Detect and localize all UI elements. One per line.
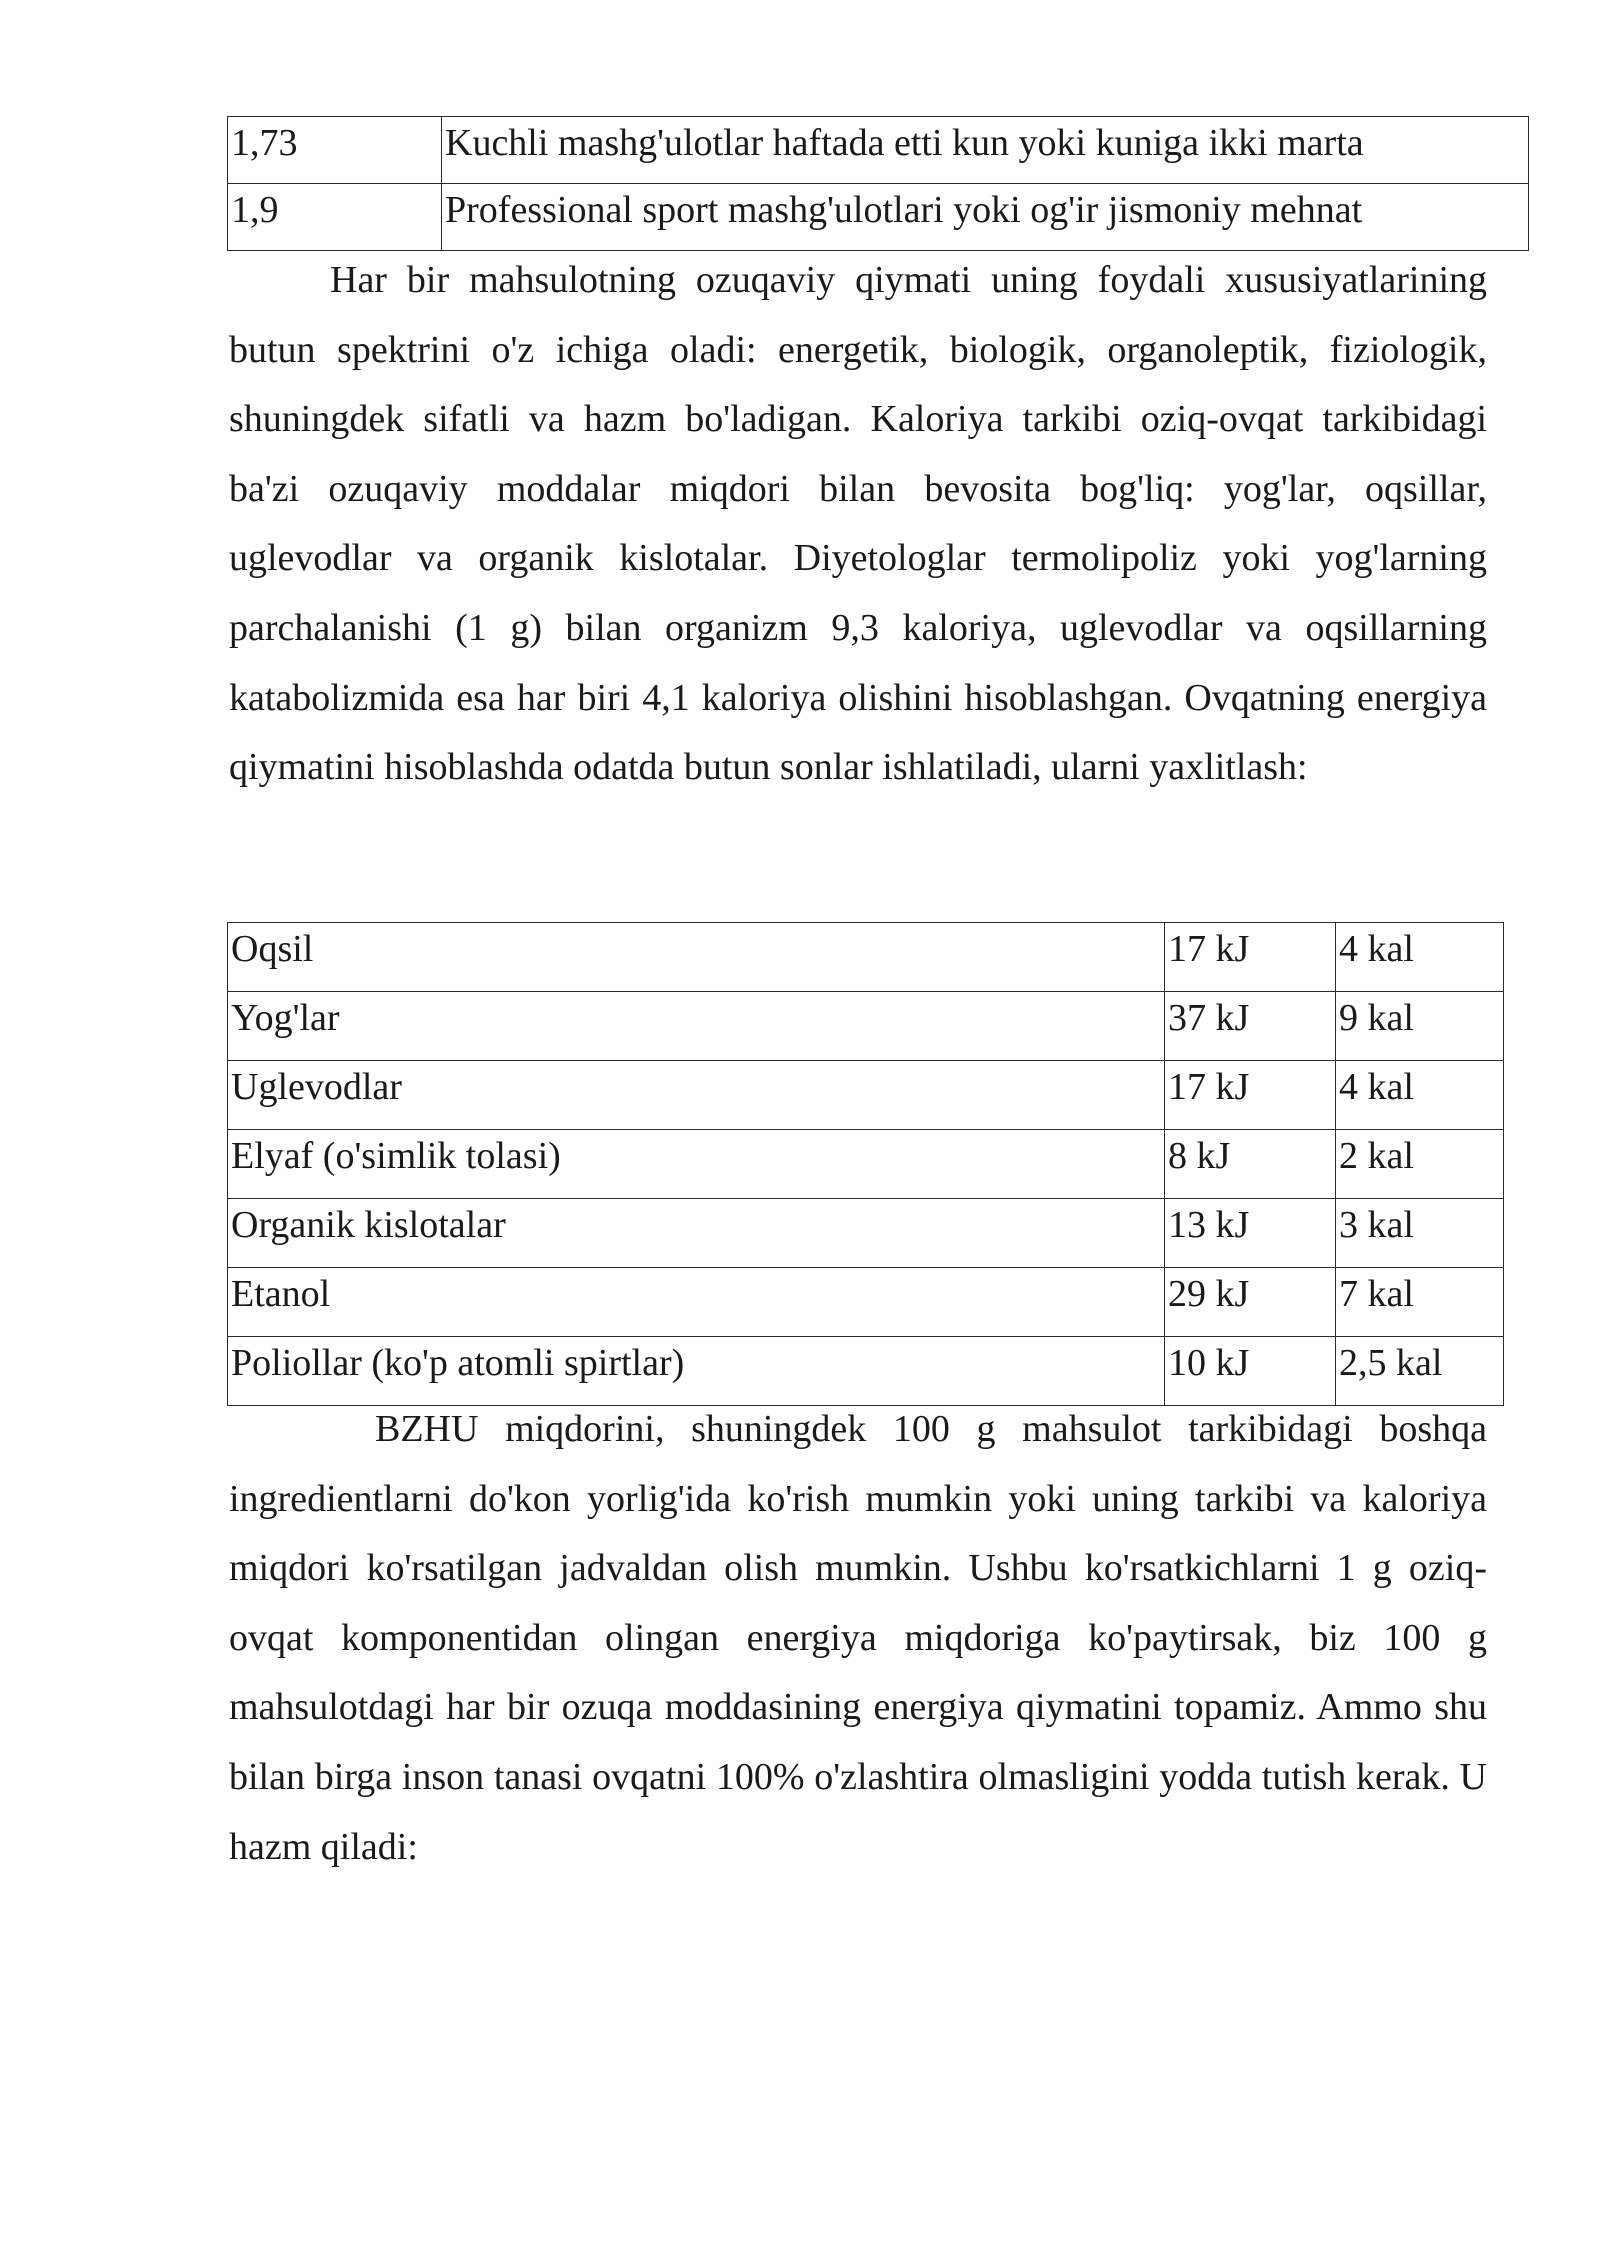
nutrient-name-cell: Etanol [228, 1268, 1165, 1337]
nutrient-name-cell: Uglevodlar [228, 1061, 1165, 1130]
nutrient-name-cell: Poliollar (ko'p atomli spirtlar) [228, 1337, 1165, 1406]
nutrient-name-cell: Yog'lar [228, 992, 1165, 1061]
table-row [228, 992, 1504, 1061]
table-row [228, 923, 1504, 992]
table-row [228, 1199, 1504, 1268]
description-cell: Kuchli mashg'ulotlar haftada etti kun yoki kuniga ikki marta [442, 117, 1529, 184]
body-paragraph: BZHU miqdorini, shuningdek 100 g mahsulot tarkibidagi boshqa ingredientlarni do'kon yorlig'ida ko'rish mumkin yoki uning tarkibi va kaloriya miqdori ko'rsatilgan jadvaldan olish mumkin. Ushbu ko'rsatkichlarni 1 g oziq-ovqat komponentidan olingan energiya miqdoriga ko'paytirsak, biz 100 g mahsulotdagi har bir ozuqa moddasining energiya qiymatini topamiz. Ammo shu bilan birga inson tanasi ovqatni 100% o'zlashtira olmasligini yodda tutish kerak. U hazm qiladi: [229, 1408, 1487, 1868]
nutrient-name-cell: Oqsil [228, 923, 1165, 992]
table-row [228, 1061, 1504, 1130]
coefficient-cell: 1,73 [228, 117, 442, 184]
kilojoule-cell: 29 kJ [1165, 1268, 1336, 1337]
activity-coefficient-table [227, 116, 1529, 251]
calorie-cell: 3 kal [1336, 1199, 1504, 1268]
calorie-cell: 9 kal [1336, 992, 1504, 1061]
kilojoule-cell: 17 kJ [1165, 1061, 1336, 1130]
table-row [228, 1130, 1504, 1199]
calorie-cell: 2 kal [1336, 1130, 1504, 1199]
kilojoule-cell: 8 kJ [1165, 1130, 1336, 1199]
nutrient-name-cell: Elyaf (o'simlik tolasi) [228, 1130, 1165, 1199]
kilojoule-cell: 10 kJ [1165, 1337, 1336, 1406]
kilojoule-cell: 13 kJ [1165, 1199, 1336, 1268]
table-row [228, 117, 1529, 184]
body-paragraph: Har bir mahsulotning ozuqaviy qiymati uning foydali xususiyatlarining butun spektrini o'z ichiga oladi: energetik, biologik, organoleptik, fiziologik, shuningdek sifatli va hazm bo'ladigan. Kaloriya tarkibi oziq-ovqat tarkibidagi ba'zi ozuqaviy moddalar miqdori bilan bevosita bog'liq: yog'lar, oqsillar, uglevodlar va organik kislotalar. Diyetologlar termolipoliz yoki yog'larning parchalanishi (1 g) bilan organizm 9,3 kaloriya, uglevodlar va oqsillarning katabolizmida esa har biri 4,1 kaloriya olishini hisoblashgan. Ovqatning energiya qiymatini hisoblashda odatda butun sonlar ishlatiladi, ularni yaxlitlash: [229, 259, 1487, 789]
kilojoule-cell: 37 kJ [1165, 992, 1336, 1061]
calorie-cell: 4 kal [1336, 923, 1504, 992]
energy-value-table [227, 922, 1504, 1406]
coefficient-cell: 1,9 [228, 184, 442, 251]
calorie-cell: 4 kal [1336, 1061, 1504, 1130]
table-row [228, 184, 1529, 251]
description-cell: Professional sport mashg'ulotlari yoki og'ir jismoniy mehnat [442, 184, 1529, 251]
table-row [228, 1268, 1504, 1337]
calorie-cell: 2,5 kal [1336, 1337, 1504, 1406]
nutrient-name-cell: Organik kislotalar [228, 1199, 1165, 1268]
calorie-cell: 7 kal [1336, 1268, 1504, 1337]
kilojoule-cell: 17 kJ [1165, 923, 1336, 992]
